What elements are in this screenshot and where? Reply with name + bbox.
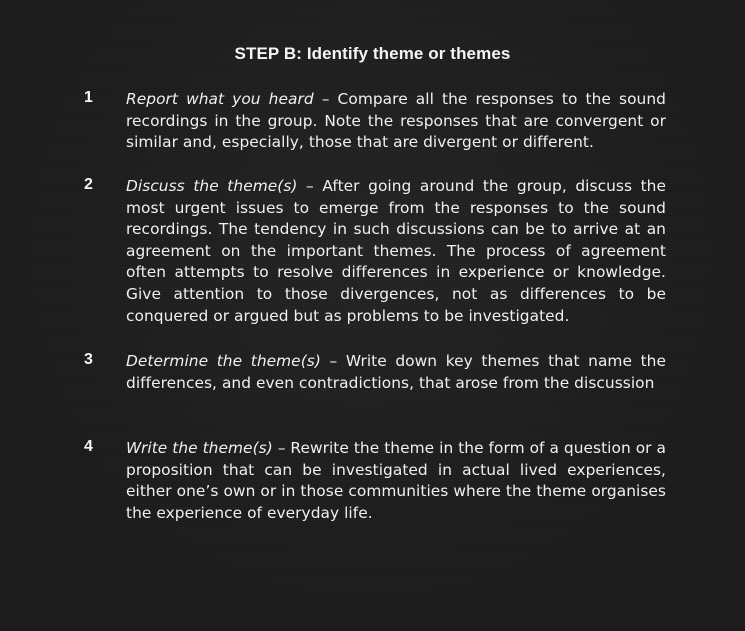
step-title: Report what you heard — [126, 90, 314, 108]
step-text — [126, 351, 666, 394]
step-text — [126, 89, 666, 154]
section-heading: STEP B: Identify theme or themes — [234, 44, 511, 63]
step-number: 3 — [84, 351, 93, 368]
step-body: – Rewrite the theme in the form of a question or a proposition that can be investigated in actual lived experiences, either one’s own or in those communities where the theme organises the experience of everyday life. — [126, 439, 666, 522]
step-text — [126, 176, 666, 327]
step-text — [126, 438, 666, 524]
step-body: – Write down key themes that name the differences, and even contradictions, that arose from the discussion — [126, 352, 667, 392]
step-number: 1 — [84, 89, 93, 106]
step-title: Determine the theme(s) — [126, 352, 321, 370]
step-title: Write the theme(s) — [126, 439, 273, 457]
step-number: 2 — [84, 176, 93, 193]
step-number: 4 — [84, 438, 93, 455]
step-title: Discuss the theme(s) — [126, 177, 298, 195]
step-body: – After going around the group, discuss the most urgent issues to emerge from the responses to the sound recordings. The tendency in such discussions can be to arrive at an agreement on the important themes. The process of agreement often attempts to resolve differences in experience or knowledge. Give attention to those divergences, not as differences to be conquered or argued but as problems to be investigated. — [126, 177, 667, 325]
step-body: – Compare all the responses to the sound recordings in the group. Note the responses that are convergent or similar and, especially, those that are divergent or different. — [126, 90, 666, 152]
